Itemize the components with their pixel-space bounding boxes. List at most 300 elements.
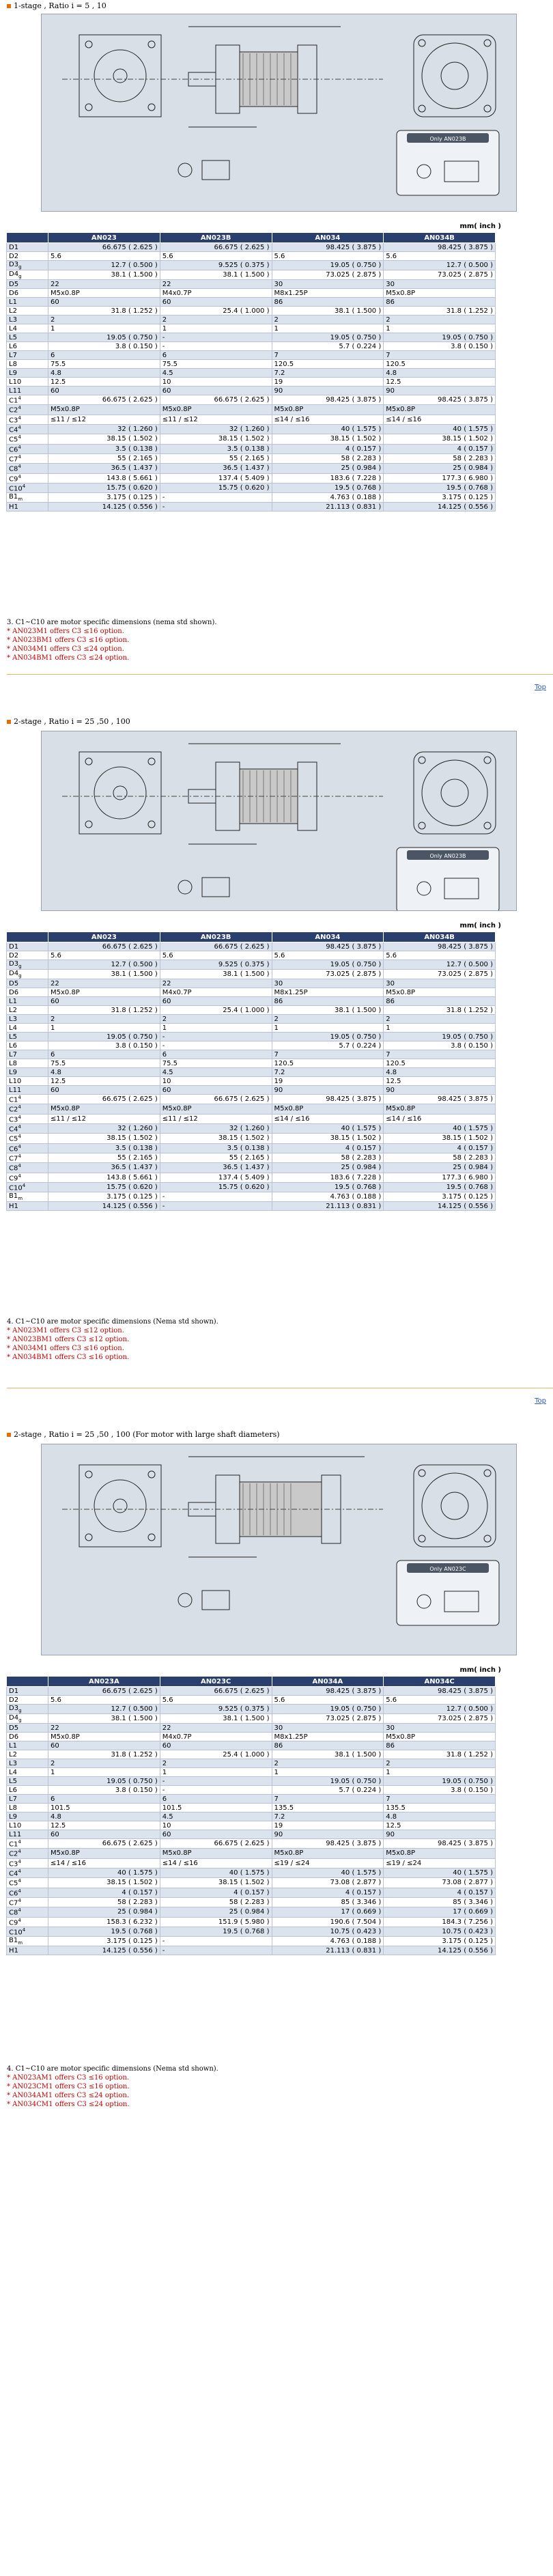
table-cell: 7.2 — [272, 1068, 384, 1077]
row-label-text: D2 — [9, 951, 19, 960]
note-ref: 4 — [18, 1123, 21, 1130]
table-cell: 90 — [272, 387, 384, 395]
table-cell: 2 — [160, 1759, 272, 1768]
row-label-text: L11 — [9, 1086, 22, 1094]
table-cell: 4 ( 0.157 ) — [272, 1888, 384, 1897]
table-cell: 98.425 ( 3.875 ) — [272, 1095, 384, 1104]
table-cell: M4x0.7P — [160, 988, 272, 997]
table-cell: 1 — [160, 1768, 272, 1777]
row-label — [7, 243, 48, 252]
table-cell: - — [160, 1033, 272, 1041]
row-label-text: L5 — [9, 1033, 17, 1041]
table-cell: 1 — [384, 324, 496, 333]
table-cell: 31.8 ( 1.252 ) — [48, 307, 160, 316]
note-ref: 4 — [18, 1888, 21, 1894]
table-cell: 60 — [160, 298, 272, 307]
mount-hole-icon — [148, 821, 155, 828]
subscript: g — [18, 1708, 22, 1713]
table-cell: 15.75 ( 0.620 ) — [160, 483, 272, 492]
row-label-text: D2 — [9, 252, 19, 260]
row-label-text: L1 — [9, 997, 17, 1005]
table-cell: 40 ( 1.575 ) — [272, 424, 384, 434]
table-cell: 14.125 ( 0.556 ) — [48, 1946, 160, 1955]
table-cell: 4.8 — [384, 369, 496, 378]
table-cell: 66.675 ( 2.625 ) — [160, 1095, 272, 1104]
row-label — [7, 1759, 48, 1768]
row-label-text: D3 — [9, 261, 19, 268]
table-cell: 66.675 ( 2.625 ) — [160, 243, 272, 252]
table-cell: 60 — [48, 997, 160, 1006]
table-cell: 32 ( 1.260 ) — [160, 1123, 272, 1133]
table-cell: 7 — [384, 351, 496, 360]
table-cell: 98.425 ( 3.875 ) — [384, 1095, 496, 1104]
table-cell: 66.675 ( 2.625 ) — [48, 395, 160, 405]
table-cell: ≤14 / ≤16 — [48, 1858, 160, 1868]
table-row — [7, 1104, 496, 1114]
row-label-text: C8 — [9, 1164, 18, 1173]
table-row — [7, 280, 496, 289]
table-cell: 66.675 ( 2.625 ) — [48, 1687, 160, 1696]
table-cell: 143.8 ( 5.661 ) — [48, 1173, 160, 1182]
note-ref: 4 — [22, 1927, 26, 1933]
row-label — [7, 1015, 48, 1024]
table-cell: 6 — [160, 351, 272, 360]
table-cell: 12.5 — [384, 378, 496, 387]
table-row — [7, 261, 496, 270]
spec-table — [6, 1676, 496, 1955]
table-row — [7, 1041, 496, 1050]
table-row — [7, 1724, 496, 1733]
table-row — [7, 1006, 496, 1015]
left-flange-shaft — [113, 786, 127, 800]
table-cell: M5x0.8P — [48, 1849, 160, 1858]
table-row — [7, 1741, 496, 1750]
table-row — [7, 1786, 496, 1795]
table-cell: 90 — [272, 1086, 384, 1095]
table-cell: 101.5 — [160, 1804, 272, 1812]
row-label-text: C10 — [9, 1184, 23, 1192]
mount-hole-icon — [419, 1535, 425, 1542]
row-label — [7, 1033, 48, 1041]
table-cell: 90 — [384, 1830, 496, 1839]
row-label — [7, 1059, 48, 1068]
table-header-row — [7, 1677, 496, 1687]
table-cell: 1 — [272, 1768, 384, 1777]
row-label — [7, 360, 48, 369]
table-cell: 25 ( 0.984 ) — [272, 464, 384, 473]
right-flange-bore — [441, 1492, 468, 1520]
table-cell: M5x0.8P — [384, 405, 496, 415]
table-header-cell — [7, 932, 48, 942]
table-row — [7, 369, 496, 378]
table-cell: 30 — [384, 280, 496, 289]
table-cell: 120.5 — [272, 360, 384, 369]
table-cell: ≤11 / ≤12 — [160, 415, 272, 424]
table-cell: 58 ( 2.283 ) — [272, 453, 384, 463]
table-header-cell — [7, 1677, 48, 1687]
table-cell: 1 — [48, 1024, 160, 1033]
table-cell: 9.525 ( 0.375 ) — [160, 960, 272, 970]
row-label — [7, 1937, 48, 1946]
table-cell: 7.2 — [272, 369, 384, 378]
mount-hole-icon — [484, 757, 491, 764]
table-cell: 38.15 ( 1.502 ) — [160, 434, 272, 444]
table-cell: 60 — [48, 1086, 160, 1095]
table-cell: 38.15 ( 1.502 ) — [272, 434, 384, 444]
table-cell: 19.5 ( 0.768 ) — [48, 1927, 160, 1936]
table-cell: M5x0.8P — [48, 405, 160, 415]
row-label-text: L7 — [9, 1050, 17, 1059]
table-cell: 9.525 ( 0.375 ) — [160, 261, 272, 270]
note-ref: 4 — [18, 1907, 21, 1914]
row-label-text: C1 — [9, 1840, 18, 1849]
drawing-svg — [42, 14, 516, 211]
table-cell: 10.75 ( 0.423 ) — [384, 1927, 496, 1936]
table-row — [7, 1733, 496, 1741]
row-label — [7, 298, 48, 307]
table-row — [7, 1868, 496, 1877]
table-cell: 40 ( 1.575 ) — [160, 1868, 272, 1877]
table-cell: 2 — [160, 1015, 272, 1024]
section-title-text: 2-stage , Ratio i = 25 ,50 , 100 (For motor with large shaft diameters) — [14, 1430, 280, 1439]
table-cell: 25 ( 0.984 ) — [48, 1907, 160, 1917]
table-cell: 86 — [384, 997, 496, 1006]
table-cell: 22 — [48, 979, 160, 988]
table-cell: 38.1 ( 1.500 ) — [272, 1750, 384, 1759]
table-cell: 101.5 — [48, 1804, 160, 1812]
note-line: * AN023AM1 offers C3 ≤16 option. — [7, 2074, 130, 2082]
row-label-text: D1 — [9, 1687, 19, 1695]
row-label — [7, 1858, 48, 1868]
row-label — [7, 1804, 48, 1812]
table-cell: 1 — [48, 1768, 160, 1777]
note-ref: 4 — [18, 395, 21, 401]
table-cell: 2 — [272, 316, 384, 324]
table-cell: 66.675 ( 2.625 ) — [48, 243, 160, 252]
table-cell: 3.5 ( 0.138 ) — [160, 444, 272, 453]
row-label — [7, 1134, 48, 1143]
table-cell: 14.125 ( 0.556 ) — [48, 1202, 160, 1211]
table-cell: 14.125 ( 0.556 ) — [384, 1202, 496, 1211]
table-cell: 73.025 ( 2.875 ) — [384, 270, 496, 280]
left-flange-shaft — [113, 1499, 127, 1513]
table-cell: M8x1.25P — [272, 988, 384, 997]
dimension-drawing — [41, 14, 517, 212]
row-label — [7, 252, 48, 261]
table-row — [7, 464, 496, 473]
table-cell: 6 — [160, 1050, 272, 1059]
table-cell: 19.05 ( 0.750 ) — [384, 1777, 496, 1786]
row-label — [7, 405, 48, 415]
table-row — [7, 997, 496, 1006]
table-row — [7, 1077, 496, 1086]
row-label-text: L4 — [9, 1768, 17, 1776]
table-cell: 19 — [272, 1077, 384, 1086]
table-cell: M5x0.8P — [384, 1104, 496, 1114]
note-ref: 4 — [18, 1134, 21, 1140]
table-cell: 5.6 — [160, 1696, 272, 1705]
notes-block — [7, 1317, 218, 1362]
table-cell: 120.5 — [272, 1059, 384, 1068]
table-cell: 5.7 ( 0.224 ) — [272, 1786, 384, 1795]
table-cell: 98.425 ( 3.875 ) — [272, 1687, 384, 1696]
section-title — [7, 1, 107, 10]
row-label-text: C7 — [9, 1899, 18, 1907]
row-label — [7, 1077, 48, 1086]
table-cell: - — [160, 1777, 272, 1786]
table-cell: 1 — [272, 1024, 384, 1033]
table-cell: 6 — [48, 1795, 160, 1804]
table-cell: 22 — [160, 979, 272, 988]
table-cell: 3.5 ( 0.138 ) — [48, 444, 160, 453]
table-cell: 3.175 ( 0.125 ) — [48, 1937, 160, 1946]
table-cell: 30 — [272, 979, 384, 988]
table-row — [7, 316, 496, 324]
table-cell: 4.763 ( 0.188 ) — [272, 1192, 384, 1202]
row-label-text: C2 — [9, 406, 18, 415]
table-cell: M5x0.8P — [272, 1849, 384, 1858]
row-label — [7, 369, 48, 378]
mount-hole-icon — [148, 758, 155, 765]
table-cell: 3.175 ( 0.125 ) — [48, 1192, 160, 1202]
table-row — [7, 333, 496, 342]
table-cell: 25.4 ( 1.000 ) — [160, 307, 272, 316]
table-row — [7, 360, 496, 369]
section-title — [7, 717, 130, 726]
table-cell: 4.763 ( 0.188 ) — [272, 1937, 384, 1946]
table-cell: 98.425 ( 3.875 ) — [384, 1687, 496, 1696]
note-ref: 4 — [18, 1897, 21, 1903]
table-row — [7, 1134, 496, 1143]
row-label-text: D6 — [9, 988, 19, 996]
row-label-text: L11 — [9, 1830, 22, 1838]
table-cell: 38.1 ( 1.500 ) — [48, 270, 160, 280]
table-cell: 25 ( 0.984 ) — [160, 1907, 272, 1917]
row-label — [7, 1830, 48, 1839]
table-header-cell: AN023C — [160, 1677, 272, 1687]
note-line: * AN034BM1 offers C3 ≤24 option. — [7, 654, 130, 662]
table-cell: 177.3 ( 6.980 ) — [384, 1173, 496, 1182]
row-label-text: C9 — [9, 475, 18, 483]
note-line: 4. C1~C10 are motor specific dimensions (Nema std shown). — [7, 2065, 218, 2073]
table-cell: - — [160, 333, 272, 342]
table-cell: 32 ( 1.260 ) — [48, 424, 160, 434]
note-ref: 4 — [18, 1173, 21, 1179]
row-label-text: H1 — [9, 1946, 18, 1955]
row-label-text: L6 — [9, 1041, 17, 1050]
table-row — [7, 1114, 496, 1123]
row-label — [7, 464, 48, 473]
table-cell: 19.05 ( 0.750 ) — [272, 1705, 384, 1714]
table-cell: M5x0.8P — [48, 1733, 160, 1741]
row-label-text: D5 — [9, 979, 19, 988]
table-cell: 19.05 ( 0.750 ) — [272, 261, 384, 270]
table-row — [7, 434, 496, 444]
row-label — [7, 1768, 48, 1777]
table-cell: 120.5 — [384, 1059, 496, 1068]
table-cell: 66.675 ( 2.625 ) — [48, 942, 160, 951]
table-cell: 38.15 ( 1.502 ) — [48, 1134, 160, 1143]
table-cell: 5.6 — [48, 252, 160, 261]
back-to-top-link[interactable]: Top — [535, 1397, 546, 1405]
back-to-top-link[interactable]: Top — [535, 684, 546, 691]
table-row — [7, 1937, 496, 1946]
table-cell: 19.05 ( 0.750 ) — [384, 333, 496, 342]
row-label — [7, 503, 48, 512]
table-cell: 7 — [272, 1795, 384, 1804]
note-line: 4. C1~C10 are motor specific dimensions (Nema std shown). — [7, 1318, 218, 1326]
row-label-text: C7 — [9, 456, 18, 464]
table-cell: ≤11 / ≤12 — [48, 415, 160, 424]
table-header-cell: AN023A — [48, 1677, 160, 1687]
table-cell: 66.675 ( 2.625 ) — [160, 1687, 272, 1696]
table-header-cell: AN034C — [384, 1677, 496, 1687]
table-cell: 32 ( 1.260 ) — [48, 1123, 160, 1133]
row-label-text: C7 — [9, 1155, 18, 1163]
table-cell: 2 — [272, 1015, 384, 1024]
row-label-text: L7 — [9, 1795, 17, 1803]
row-label — [7, 1114, 48, 1123]
section-divider — [7, 674, 553, 675]
row-label — [7, 979, 48, 988]
row-label — [7, 1714, 48, 1724]
row-label-text: C6 — [9, 1889, 18, 1897]
row-label — [7, 1705, 48, 1714]
right-flange-circle — [422, 1473, 487, 1539]
table-cell: 40 ( 1.575 ) — [272, 1123, 384, 1133]
table-row — [7, 395, 496, 405]
table-row — [7, 298, 496, 307]
left-flange-bore — [94, 1480, 146, 1532]
table-cell: 60 — [48, 1741, 160, 1750]
table-cell: M5x0.8P — [272, 405, 384, 415]
subscript: g — [18, 274, 22, 279]
table-cell: 38.1 ( 1.500 ) — [160, 970, 272, 979]
row-label-text: D4 — [9, 1714, 19, 1722]
table-header-cell: AN034B — [384, 233, 496, 243]
table-row — [7, 1202, 496, 1211]
row-label-text: D4 — [9, 970, 19, 977]
row-label-text: L5 — [9, 333, 17, 341]
table-cell: 12.7 ( 0.500 ) — [384, 960, 496, 970]
table-cell: 19.05 ( 0.750 ) — [272, 960, 384, 970]
table-row — [7, 960, 496, 970]
table-cell: 25 ( 0.984 ) — [272, 1163, 384, 1173]
table-cell: 38.1 ( 1.500 ) — [48, 1714, 160, 1724]
table-cell: 98.425 ( 3.875 ) — [384, 942, 496, 951]
note-line: * AN023M1 offers C3 ≤12 option. — [7, 1327, 124, 1334]
table-cell: 38.1 ( 1.500 ) — [160, 270, 272, 280]
note-ref: 4 — [18, 1153, 21, 1159]
row-label — [7, 1839, 48, 1849]
table-cell: 58 ( 2.283 ) — [160, 1897, 272, 1907]
row-label — [7, 434, 48, 444]
table-cell: 177.3 ( 6.980 ) — [384, 473, 496, 483]
table-cell: 19.5 ( 0.768 ) — [160, 1927, 272, 1936]
table-cell: 6 — [48, 1050, 160, 1059]
table-cell: 58 ( 2.283 ) — [272, 1153, 384, 1162]
table-cell: 6 — [160, 1795, 272, 1804]
table-row — [7, 444, 496, 453]
table-cell: 66.675 ( 2.625 ) — [48, 1095, 160, 1104]
table-cell: - — [160, 342, 272, 351]
row-label-text: L3 — [9, 1015, 17, 1023]
note-ref: 4 — [18, 1163, 21, 1169]
table-row — [7, 415, 496, 424]
table-cell: 98.425 ( 3.875 ) — [272, 243, 384, 252]
table-cell: 7.2 — [272, 1812, 384, 1821]
mount-hole-icon — [419, 40, 425, 46]
bullet-icon — [7, 4, 11, 8]
table-cell: 36.5 ( 1.437 ) — [160, 1163, 272, 1173]
table-cell: 183.6 ( 7.228 ) — [272, 473, 384, 483]
left-flange-square — [79, 752, 161, 834]
table-row — [7, 1759, 496, 1768]
row-label — [7, 1182, 48, 1192]
table-cell: 38.1 ( 1.500 ) — [48, 970, 160, 979]
note-ref: 4 — [18, 434, 21, 440]
table-cell: 36.5 ( 1.437 ) — [160, 464, 272, 473]
row-label — [7, 1897, 48, 1907]
table-cell: 66.675 ( 2.625 ) — [160, 395, 272, 405]
table-row — [7, 1849, 496, 1858]
row-label-text: L10 — [9, 1077, 22, 1085]
mount-hole-icon — [484, 105, 491, 112]
table-cell: 2 — [272, 1759, 384, 1768]
table-cell: 3.8 ( 0.150 ) — [384, 1786, 496, 1795]
row-label — [7, 493, 48, 503]
row-label — [7, 1041, 48, 1050]
note-ref: 4 — [18, 415, 21, 421]
table-cell: 31.8 ( 1.252 ) — [384, 1006, 496, 1015]
table-row — [7, 307, 496, 316]
table-cell: M5x0.8P — [384, 289, 496, 298]
table-cell: 12.7 ( 0.500 ) — [48, 261, 160, 270]
table-cell: M5x0.8P — [384, 988, 496, 997]
table-cell: 19.05 ( 0.750 ) — [48, 1033, 160, 1041]
table-row — [7, 1163, 496, 1173]
note-line: 3. C1~C10 are motor specific dimensions (nema std shown). — [7, 619, 217, 626]
table-row — [7, 1804, 496, 1812]
table-row — [7, 970, 496, 979]
table-header-cell: AN034 — [272, 932, 384, 942]
table-cell: 12.7 ( 0.500 ) — [48, 1705, 160, 1714]
left-flange-square — [79, 1465, 161, 1547]
table-cell: 66.675 ( 2.625 ) — [160, 1839, 272, 1849]
table-header-row — [7, 932, 496, 942]
table-cell: 30 — [384, 979, 496, 988]
table-cell: 151.9 ( 5.980 ) — [160, 1917, 272, 1927]
row-label — [7, 378, 48, 387]
table-cell: 38.15 ( 1.502 ) — [272, 1134, 384, 1143]
left-flange-square — [79, 35, 161, 117]
table-cell: 75.5 — [160, 1059, 272, 1068]
row-label-text: C3 — [9, 1115, 18, 1123]
subscript: m — [18, 1196, 23, 1202]
row-label-text: L9 — [9, 1812, 17, 1821]
table-row — [7, 1768, 496, 1777]
table-row — [7, 1015, 496, 1024]
mount-hole-icon — [484, 1470, 491, 1476]
table-cell: 10 — [160, 1077, 272, 1086]
table-cell: 19 — [272, 378, 384, 387]
table-cell: 4.8 — [384, 1812, 496, 1821]
row-label-text: H1 — [9, 503, 18, 511]
table-cell: M8x1.25P — [272, 289, 384, 298]
table-cell: 22 — [160, 280, 272, 289]
subscript: m — [18, 496, 23, 503]
table-cell: - — [160, 503, 272, 512]
